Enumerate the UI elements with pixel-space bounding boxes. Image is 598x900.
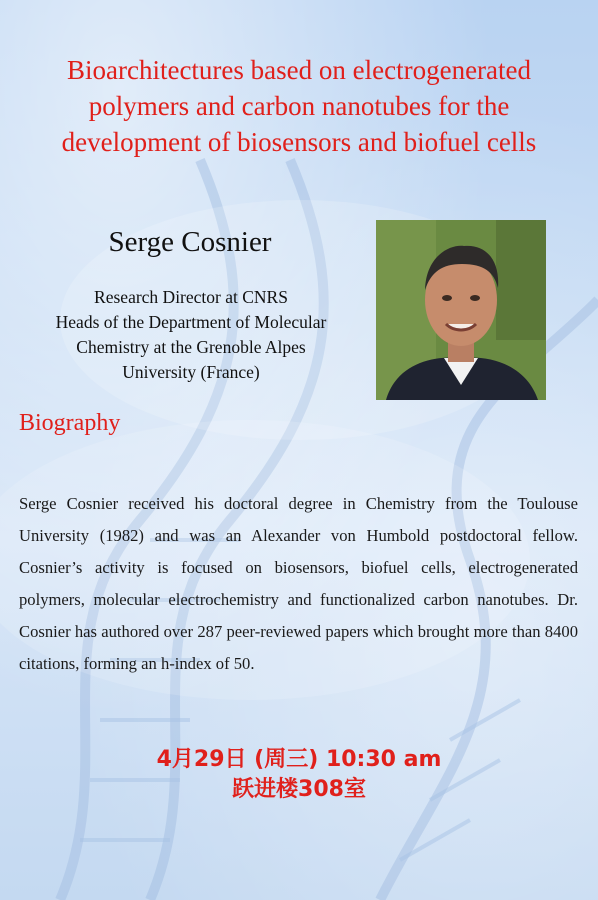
speaker-affiliation [15, 285, 367, 385]
biography-heading: Biography [19, 410, 121, 436]
talk-title-line: polymers and carbon nanotubes for the [88, 91, 510, 121]
biography-text: Serge Cosnier received his doctoral degree in Chemistry from the Toulouse University (1982) and was an Alexander von Humbold postdoctoral fellow. Cosnier’s activity is focused on biosensors, biofuel cells, electrogenerated polymers, molecular electrochemistry and functionalized carbon nanotubes. Dr. Cosnier has authored over 287 peer-reviewed papers which brought more than 8400 citations, forming an h-index of 50. [19, 494, 578, 673]
event-location: 跃进楼308室 [232, 777, 366, 802]
talk-title-line: development of biosensors and biofuel cells [61, 127, 537, 157]
speaker-photo [376, 220, 546, 400]
event-info [0, 745, 598, 805]
affiliation-line: Heads of the Department of Molecular [55, 312, 327, 332]
speaker-name: Serge Cosnier [108, 226, 272, 258]
affiliation-line: University (France) [122, 362, 260, 382]
talk-title-line: Bioarchitectures based on electrogenerated [66, 55, 532, 85]
affiliation-line: Research Director at CNRS [94, 287, 288, 307]
event-datetime: 4月29日 (周三) 10:30 am [156, 747, 442, 772]
talk-title [10, 52, 588, 160]
affiliation-line: Chemistry at the Grenoble Alpes [76, 337, 306, 357]
